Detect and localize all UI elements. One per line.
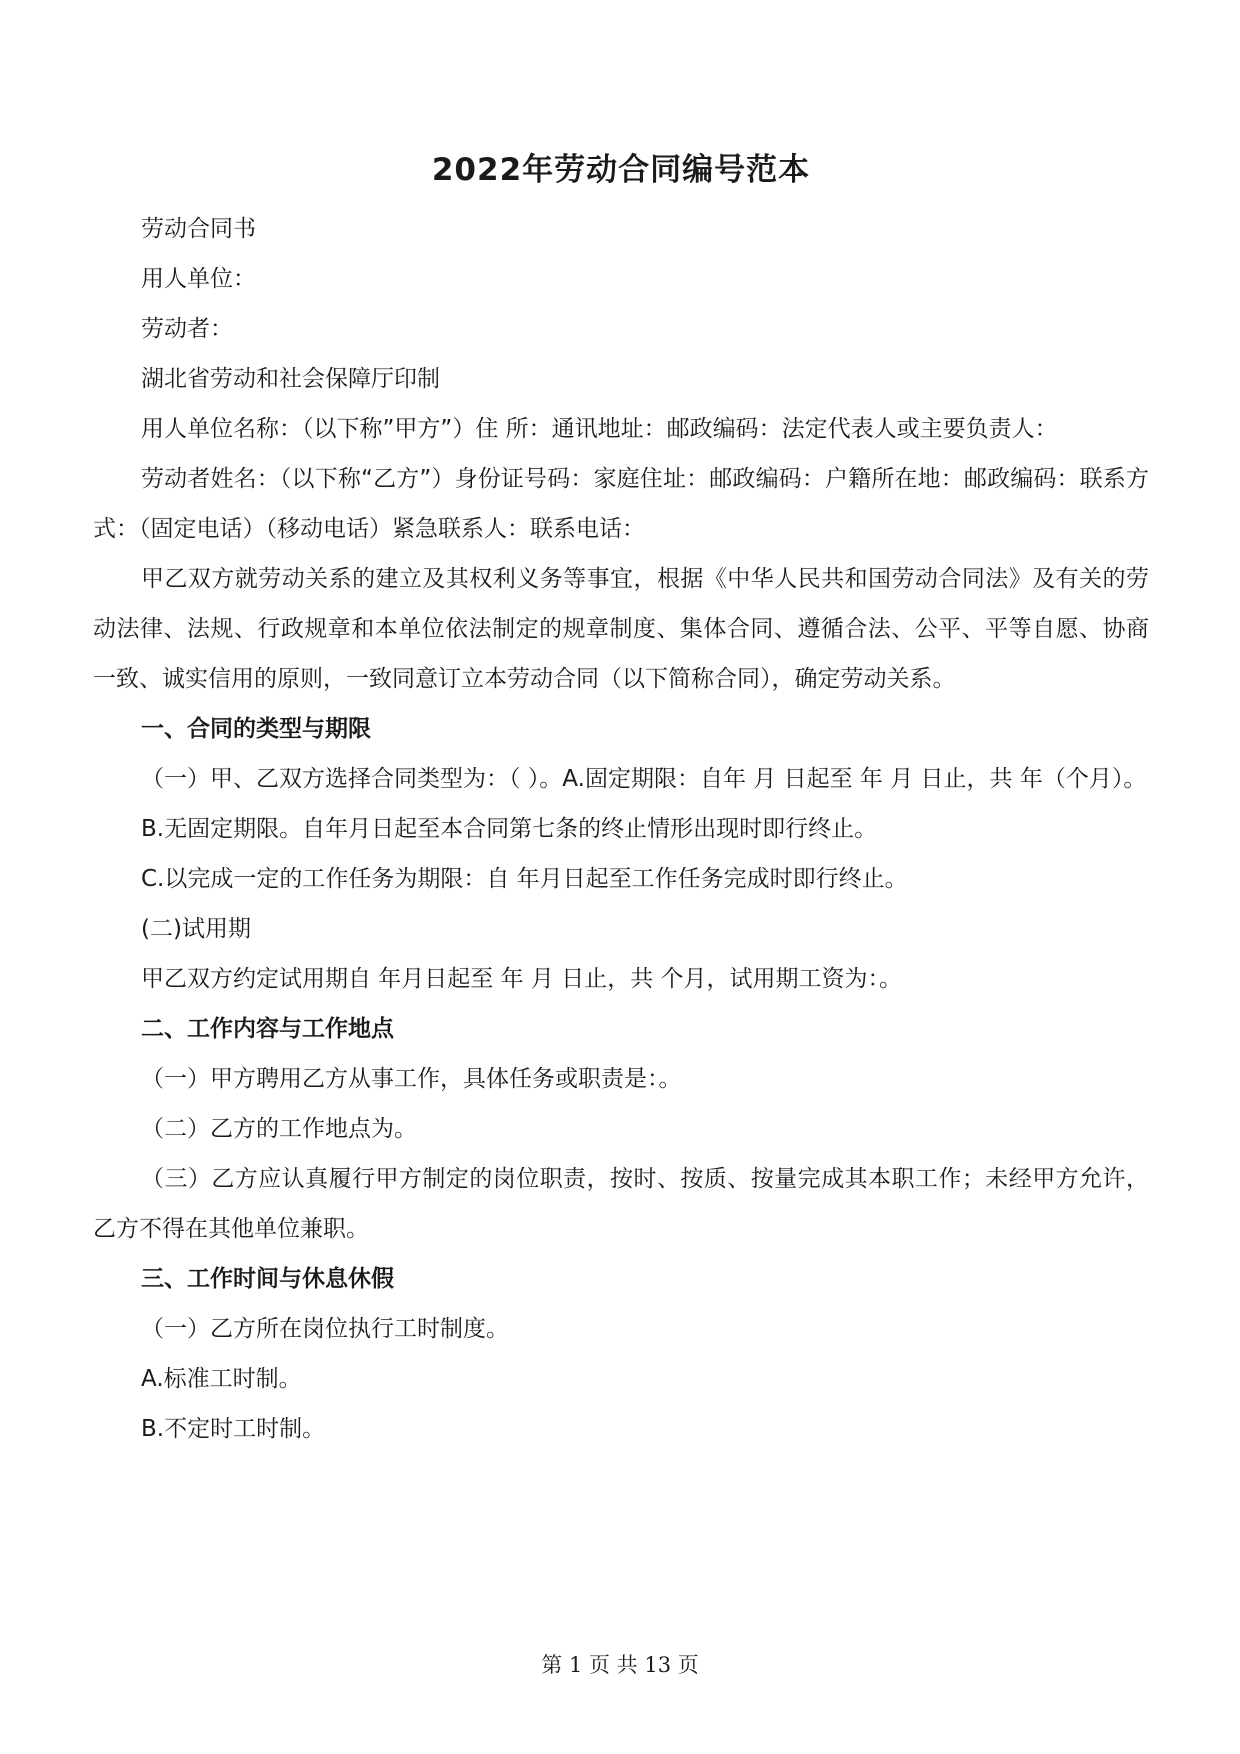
paragraph: C.以完成一定的工作任务为期限：自 年月日起至工作任务完成时即行终止。 <box>141 866 908 892</box>
paragraph: （一）乙方所在岗位执行工时制度。 <box>141 1316 509 1342</box>
paragraph: （一）甲方聘用乙方从事工作，具体任务或职责是：。 <box>141 1066 682 1092</box>
paragraph: 甲乙双方就劳动关系的建立及其权利义务等事宜，根据《中华人民共和国劳动合同法》及有关的劳动法律、法规、行政规章和本单位依法制定的规章制度、集体合同、遵循合法、公平、平等自愿、协商一致、诚实信用的原则，一致同意订立本劳动合同（以下简称合同），确定劳动关系。 <box>93 566 1149 692</box>
section-heading: 二、工作内容与工作地点 <box>141 1016 394 1042</box>
paragraph: B.无固定期限。自年月日起至本合同第七条的终止情形出现时即行终止。 <box>141 816 878 842</box>
paragraph: (二)试用期 <box>141 916 251 942</box>
section-heading: 三、工作时间与休息休假 <box>141 1266 394 1292</box>
paragraph: 劳动者： <box>141 316 233 342</box>
paragraph: A.标准工时制。 <box>141 1366 302 1392</box>
paragraph: 用人单位名称：（以下称”甲方”）住 所：通讯地址：邮政编码：法定代表人或主要负责人： <box>141 416 1058 442</box>
paragraph: （二）乙方的工作地点为。 <box>141 1116 417 1142</box>
document-title: 2022年劳动合同编号范本 <box>431 152 811 188</box>
paragraph: （三）乙方应认真履行甲方制定的岗位职责，按时、按质、按量完成其本职工作；未经甲方允许，乙方不得在其他单位兼职。 <box>93 1166 1149 1242</box>
paragraph: （一）甲、乙双方选择合同类型为：（ ）。A.固定期限：自年 月 日起至 年 月 日止，共 年（个月）。 <box>141 766 1147 792</box>
paragraph: 劳动合同书 <box>141 216 256 242</box>
section-heading: 一、合同的类型与期限 <box>141 716 371 742</box>
paragraph: 甲乙双方约定试用期自 年月日起至 年 月 日止，共 个月，试用期工资为：。 <box>141 966 903 992</box>
paragraph: 湖北省劳动和社会保障厅印制 <box>141 366 440 392</box>
paragraph: 用人单位： <box>141 266 256 292</box>
page-number: 第 1 页 共 13 页 <box>541 1653 699 1677</box>
paragraph: B.不定时工时制。 <box>141 1416 326 1442</box>
document-body <box>93 204 1149 1454</box>
paragraph: 劳动者姓名：（以下称“乙方”）身份证号码：家庭住址：邮政编码：户籍所在地：邮政编码：联系方式：（固定电话）（移动电话）紧急联系人：联系电话： <box>93 466 1149 542</box>
document-page <box>93 150 1149 1454</box>
